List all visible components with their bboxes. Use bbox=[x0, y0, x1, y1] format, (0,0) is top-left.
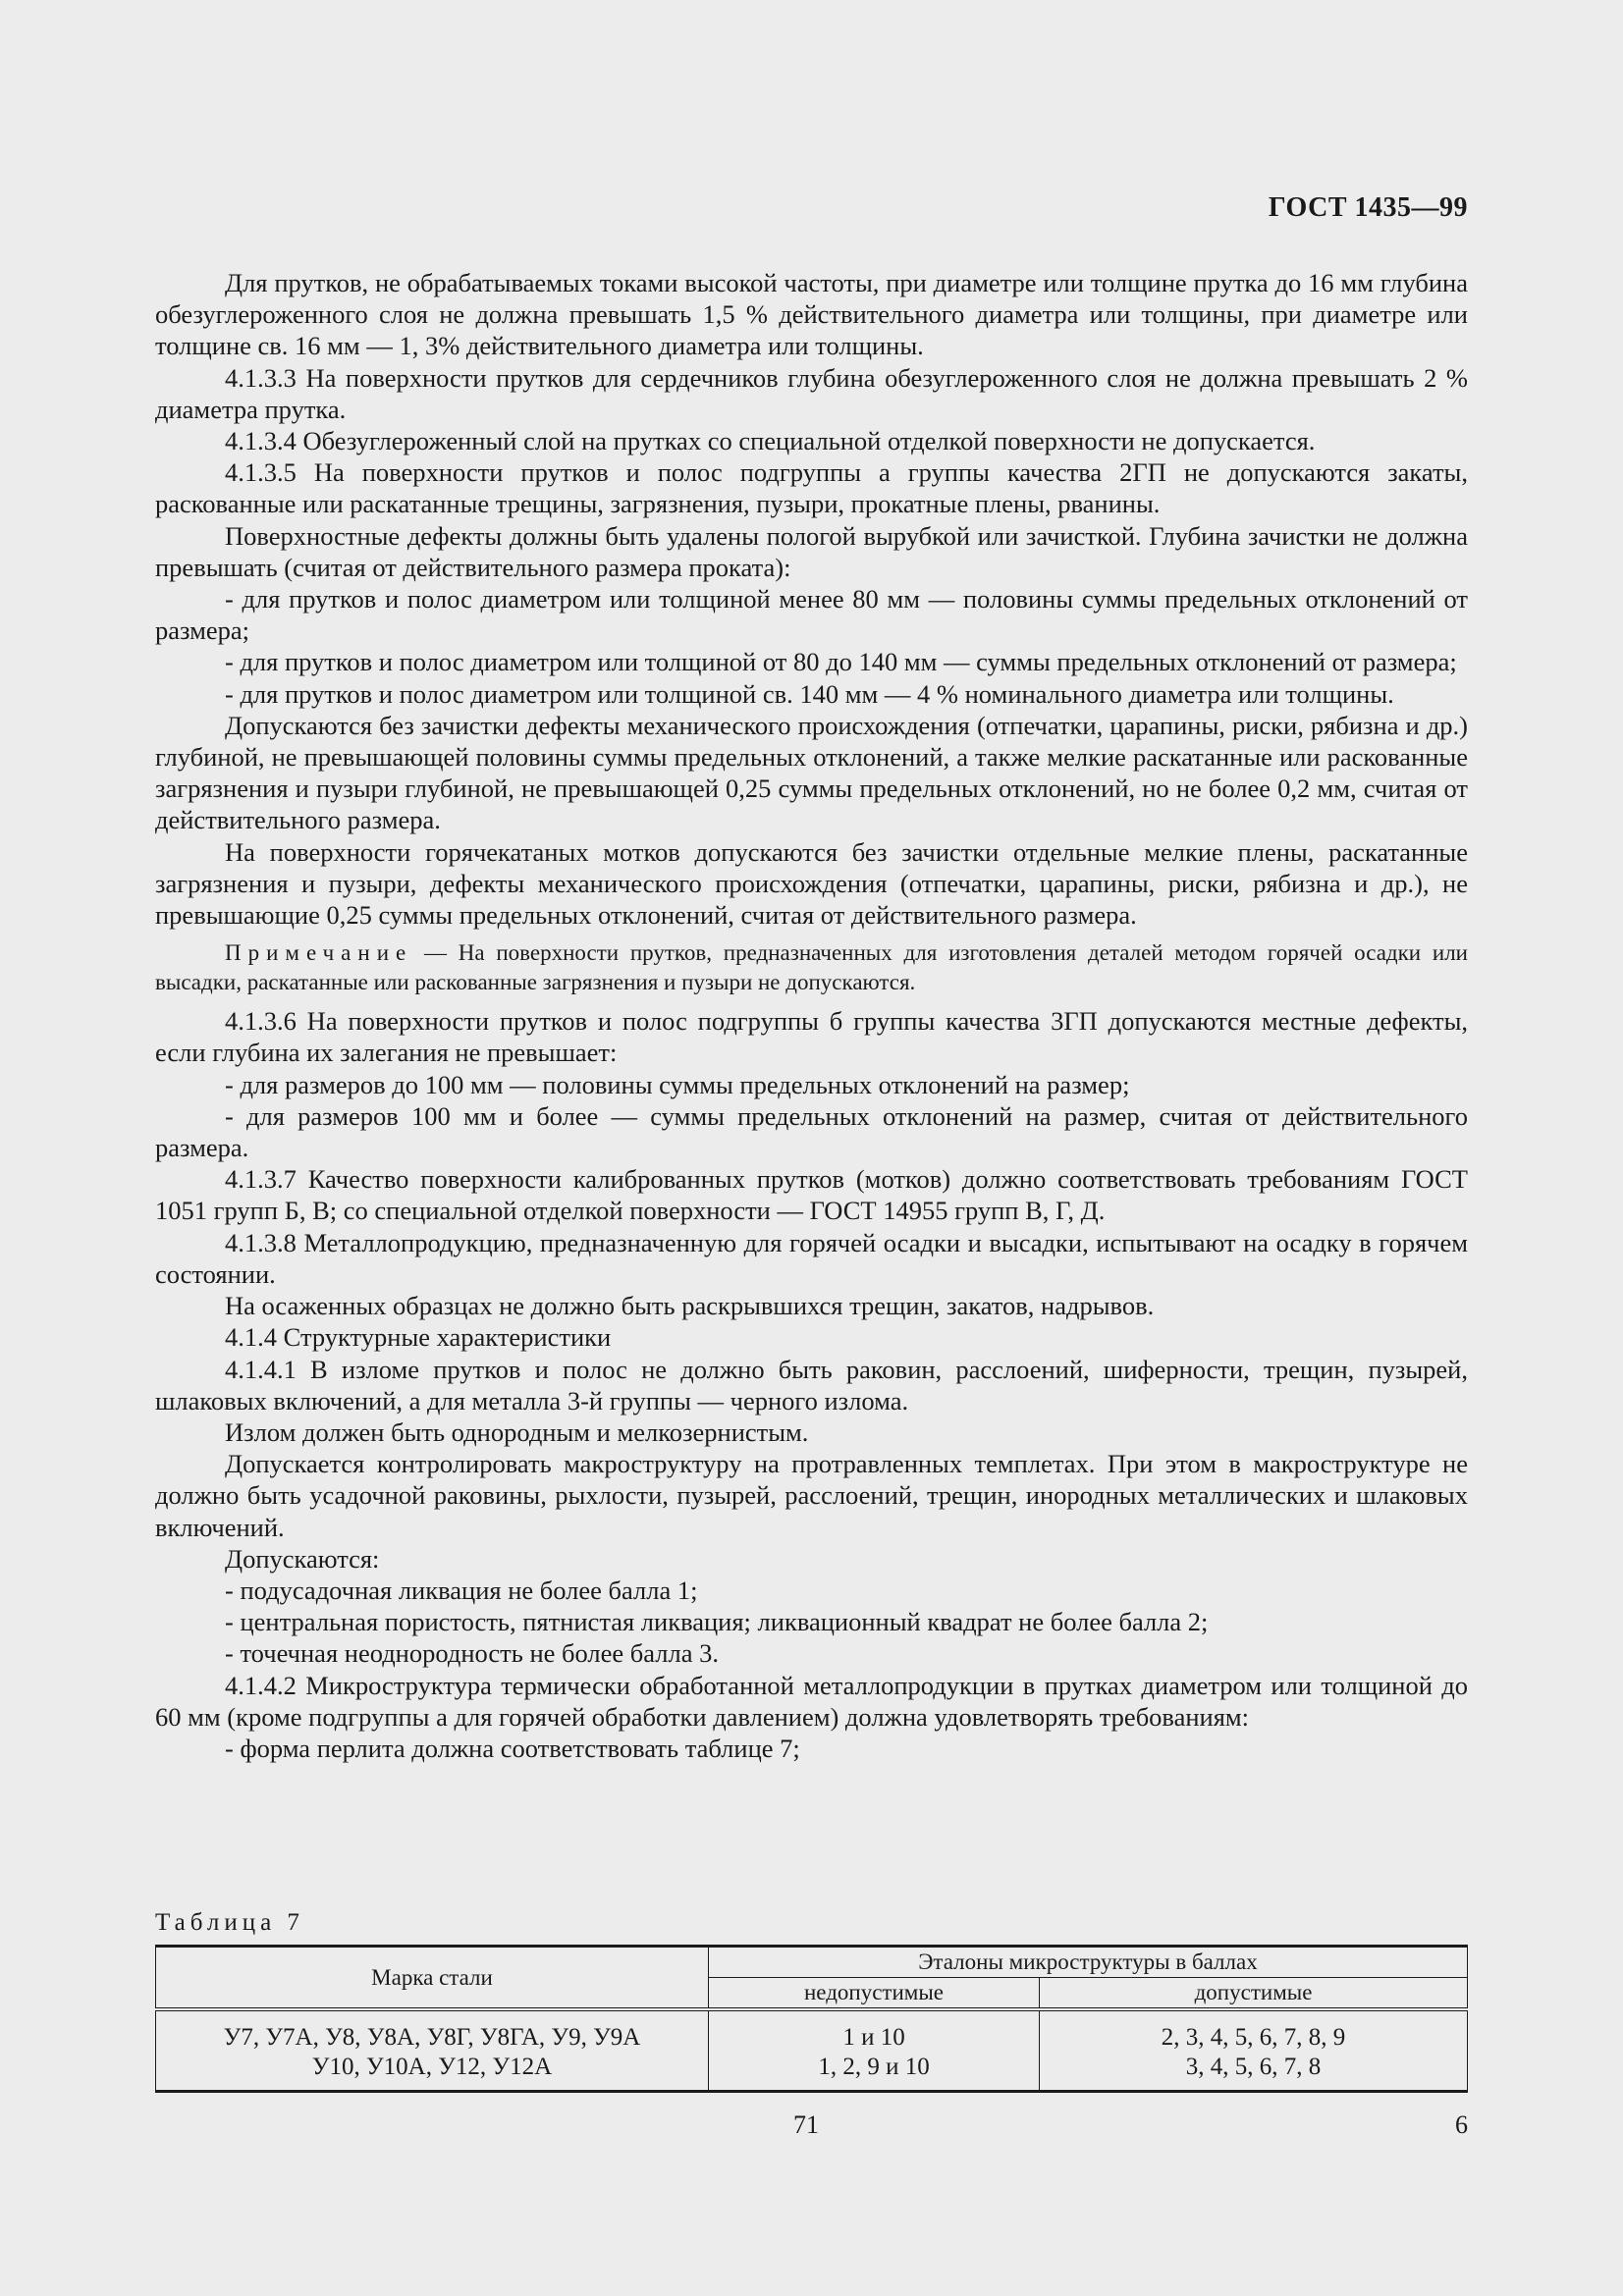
list-item: - для прутков и полос диаметром или толщиной св. 140 мм — 4 % номинального диаметра или толщины. bbox=[225, 678, 1394, 709]
paragraph: Для прутков, не обрабатываемых токами высокой частоты, при диаметре или толщине прутка до 16 мм глубина обезуглероженного слоя не должна превышать 1,5 % действительного диаметра или толщины, при диаметре или толщине св. 16 мм — 1, 3% действительного диаметра или толщины. bbox=[155, 268, 1468, 361]
table-caption: Таблица 7 bbox=[155, 1909, 304, 1936]
paragraph: Допускаются: bbox=[225, 1543, 380, 1574]
table-row bbox=[156, 2009, 1468, 2092]
note-text: — На поверхности прутков, предназначенных для изготовления деталей методом горячей осадки или высадки, раскатанные или раскованные загрязнения и пузыри не допускаются. bbox=[155, 940, 1468, 995]
table-cell-text: 1, 2, 9 и 10 bbox=[818, 2054, 930, 2080]
paragraph: Излом должен быть однородным и мелкозернистым. bbox=[225, 1416, 809, 1447]
allowed-cell bbox=[1040, 2009, 1468, 2092]
paragraph: Допускается контролировать макроструктуру на протравленных темплетах. При этом в макроструктуре не должно быть усадочной раковины, рыхлости, пузырей, расслоений, трещин, инородных металлических и шлаковых включений. bbox=[155, 1449, 1468, 1542]
paragraph: 4.1.3.4 Обезуглероженный слой на прутках со специальной отделкой поверхности не допускается. bbox=[225, 426, 1316, 456]
paragraph: На поверхности горячекатаных мотков допускаются без зачистки отдельные мелкие плены, раскатанные загрязнения и пузыри, дефекты механического происхождения (отпечатки, царапины, риски, рябизна и др.), не превышающие 0,25 суммы предельных отклонений, считая от действительного размера. bbox=[155, 836, 1468, 931]
table-cell-text: 2, 3, 4, 5, 6, 7, 8, 9 bbox=[1161, 2024, 1346, 2051]
paragraph: Поверхностные дефекты должны быть удалены пологой вырубкой или зачисткой. Глубина зачистки не должна превышать (считая от действительного размера проката): bbox=[155, 520, 1468, 582]
document-code-header: ГОСТ 1435—99 bbox=[1268, 192, 1468, 223]
note-label: Примечание bbox=[225, 940, 413, 966]
not-allowed-cell bbox=[709, 2009, 1040, 2092]
list-item: - центральная пористость, пятнистая ликвация; ликвационный квадрат не более балла 2; bbox=[225, 1607, 1209, 1637]
column-header-microstructure: Эталоны микроструктуры в баллах bbox=[709, 1947, 1468, 1978]
list-item: - для размеров до 100 мм — половины суммы предельных отклонений на размер; bbox=[225, 1069, 1130, 1099]
table-cell-text: 1 и 10 bbox=[842, 2024, 905, 2051]
table-7 bbox=[155, 1945, 1468, 2093]
paragraph: Допускаются без зачистки дефекты механического происхождения (отпечатки, царапины, риски, рябизна и др.) глубиной, не превышающей половины суммы предельных отклонений, а также мелкие раскатанные или раскованные загрязнения и пузыри глубиной, не превышающей 0,25 суммы предельных отклонений, но не более 0,2 мм, считая от действительного размера. bbox=[155, 710, 1468, 835]
paragraph: 4.1.3.3 На поверхности прутков для сердечников глубина обезуглероженного слоя не должна превышать 2 % диаметра прутка. bbox=[155, 362, 1468, 424]
column-header-not-allowed: недопустимые bbox=[709, 1978, 1040, 2010]
section-heading: 4.1.4 Структурные характеристики bbox=[225, 1322, 612, 1353]
note bbox=[155, 938, 1468, 997]
table-cell-text: 3, 4, 5, 6, 7, 8 bbox=[1185, 2054, 1322, 2080]
list-item: - для прутков и полос диаметром или толщиной менее 80 мм — половины суммы предельных отклонений от размера; bbox=[155, 584, 1468, 646]
paragraph: 4.1.3.7 Качество поверхности калиброванных прутков (мотков) должно соответствовать требованиям ГОСТ 1051 групп Б, В; со специальной отделкой поверхности — ГОСТ 14955 групп В, Г, Д. bbox=[155, 1164, 1468, 1226]
column-header-allowed: допустимые bbox=[1040, 1978, 1468, 2010]
column-header-steel-grade: Марка стали bbox=[156, 1947, 709, 2010]
list-item: - для прутков и полос диаметром или толщиной от 80 до 140 мм — суммы предельных отклонений от размера; bbox=[225, 647, 1457, 677]
paragraph: 4.1.3.5 На поверхности прутков и полос подгруппы а группы качества 2ГП не допускаются закаты, раскованные или раскатанные трещины, загрязнения, пузыри, прокатные плены, рванины. bbox=[155, 457, 1468, 519]
table-cell-text: У10, У10А, У12, У12А bbox=[311, 2054, 553, 2080]
list-item: - для размеров 100 мм и более — суммы предельных отклонений на размер, считая от действительного размера. bbox=[155, 1100, 1468, 1163]
sheet-number: 6 bbox=[1455, 2110, 1468, 2139]
paragraph: 4.1.3.8 Металлопродукцию, предназначенную для горячей осадки и высадки, испытывают на осадку в горячем состоянии. bbox=[155, 1227, 1468, 1289]
paragraph: 4.1.3.6 На поверхности прутков и полос подгруппы б группы качества 3ГП допускаются местные дефекты, если глубина их залегания не превышает: bbox=[155, 1006, 1468, 1068]
list-item: - подусадочная ликвация не более балла 1; bbox=[225, 1575, 698, 1605]
list-item: - форма перлита должна соответствовать таблице 7; bbox=[225, 1733, 800, 1763]
paragraph: На осаженных образцах не должно быть раскрывшихся трещин, закатов, надрывов. bbox=[225, 1291, 1155, 1321]
table-cell-text: У7, У7А, У8, У8А, У8Г, У8ГА, У9, У9А bbox=[223, 2024, 641, 2051]
steel-grade-cell bbox=[156, 2009, 709, 2092]
paragraph: 4.1.4.2 Микроструктура термически обработанной металлопродукции в прутках диаметром или толщиной до 60 мм (кроме подгруппы а для горячей обработки давлением) должна удовлетворять требованиям: bbox=[155, 1670, 1468, 1732]
document-body bbox=[155, 267, 1468, 1764]
page-number: 71 bbox=[793, 2110, 819, 2139]
list-item: - точечная неоднородность не более балла 3. bbox=[225, 1638, 719, 1669]
paragraph: 4.1.4.1 В изломе прутков и полос не должно быть раковин, расслоений, шиферности, трещин, пузырей, шлаковых включений, а для металла 3-й группы — черного излома. bbox=[155, 1354, 1468, 1415]
